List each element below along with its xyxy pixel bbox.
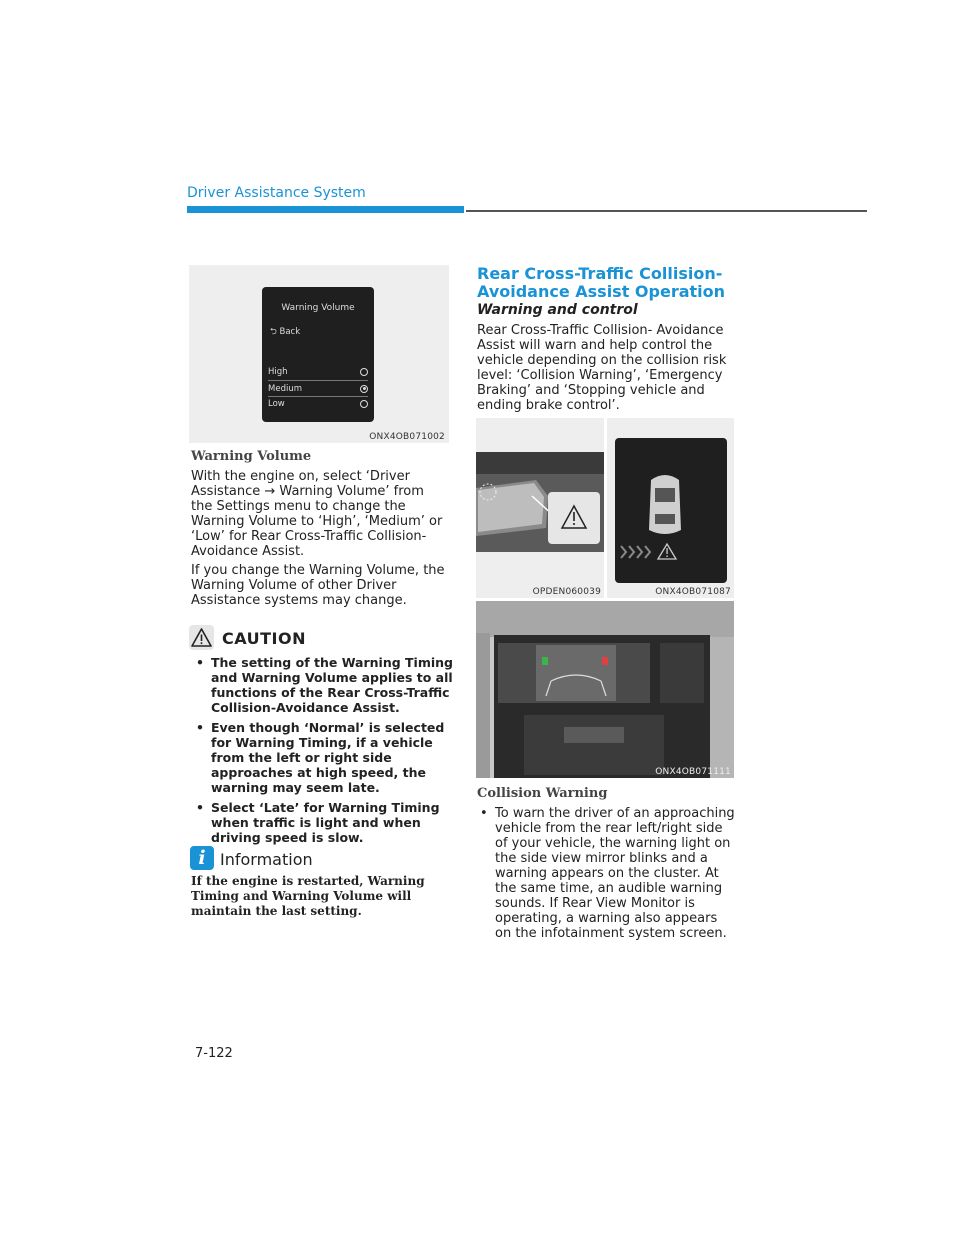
collision-warning-heading: Collision Warning: [477, 786, 608, 801]
radio-selected-icon: [360, 385, 368, 393]
page-number: 7-122: [195, 1046, 233, 1061]
heading-line: Rear Cross-Traffic Collision-: [477, 264, 723, 283]
back-arrow-icon: ⮌: [270, 327, 277, 337]
figure-code: OPDEN060039: [532, 587, 601, 597]
warning-volume-heading: Warning Volume: [191, 449, 312, 464]
section-title: Driver Assistance System: [187, 185, 366, 201]
information-text: If the engine is restarted, Warning Timing and Warning Volume will maintain the last setting.: [191, 874, 425, 918]
screen-back-item: [270, 326, 300, 340]
collision-warning-list: [477, 806, 735, 946]
volume-option-label: High: [268, 366, 288, 377]
information-title: Information: [220, 850, 313, 869]
collision-warning-item: • To warn the driver of an approaching vehicle from the rear left/right side of your vehicle, the warning light on the side view mirror blinks and a warning appears on the cluster. At the same time, an audible warning sounds. If Rear View Monitor is operating, a warning also appears on the infotainment system screen.: [477, 806, 735, 941]
volume-option-label: Medium: [268, 383, 302, 394]
infotainment-figure: [476, 601, 734, 778]
header-rule-accent: [187, 206, 464, 213]
side-mirror-figure: [476, 418, 604, 598]
radio-icon: [360, 400, 368, 408]
volume-option-low: [268, 396, 368, 411]
figure-code: ONX4OB071111: [655, 767, 731, 777]
caution-item: • The setting of the Warning Timing and Warning Volume applies to all functions of the Rear Cross-Traffic Collision-Avoidance Assist.: [193, 655, 453, 715]
warning-volume-figure: [189, 265, 449, 443]
caution-item: • Even though ‘Normal’ is selected for Warning Timing, if a vehicle from the left or right side approaches at high speed, the warning may seem late.: [193, 720, 453, 795]
figure-code: ONX4OB071087: [655, 587, 731, 597]
radio-icon: [360, 368, 368, 376]
volume-option-medium: [268, 380, 368, 397]
cluster-warning-illustration: [607, 418, 734, 598]
header-rule: [466, 210, 867, 212]
heading-line: Avoidance Assist Operation: [477, 282, 726, 301]
warning-control-para: Rear Cross-Traffic Collision- Avoidance Assist will warn and help control the vehicle depending on the collision risk level: ‘Collision Warning’, ‘Emergency Braking’ and ‘Stopping vehicle and ending brake control’.: [477, 323, 727, 413]
volume-option-label: Low: [268, 398, 285, 409]
side-mirror-illustration: [476, 418, 604, 598]
caution-item: • Select ‘Late’ for Warning Timing when traffic is light and when driving speed is slow.: [193, 800, 453, 845]
back-label: Back: [279, 327, 301, 337]
figure-code: ONX4OB071002: [369, 432, 445, 442]
caution-icon: [189, 625, 214, 650]
cluster-warning-figure: [607, 418, 734, 598]
caution-list: [193, 655, 453, 850]
caution-title: CAUTION: [222, 629, 306, 648]
information-icon: i: [190, 846, 214, 870]
warning-volume-para2: If you change the Warning Volume, the Warning Volume of other Driver Assistance systems may change.: [191, 563, 445, 608]
warning-control-subheading: Warning and control: [477, 302, 638, 318]
infotainment-illustration: [476, 601, 734, 778]
screen-title: Warning Volume: [281, 303, 355, 313]
volume-option-high: [268, 364, 368, 379]
warning-volume-para1: With the engine on, select ‘Driver Assistance → Warning Volume’ from the Settings menu to change the Warning Volume to ‘High’, ‘Medium’ or ‘Low’ for Rear Cross-Traffic Collision- Avoidance Assist.: [191, 469, 443, 559]
cluster-screen: [262, 287, 374, 422]
rcca-operation-heading: [477, 265, 725, 301]
